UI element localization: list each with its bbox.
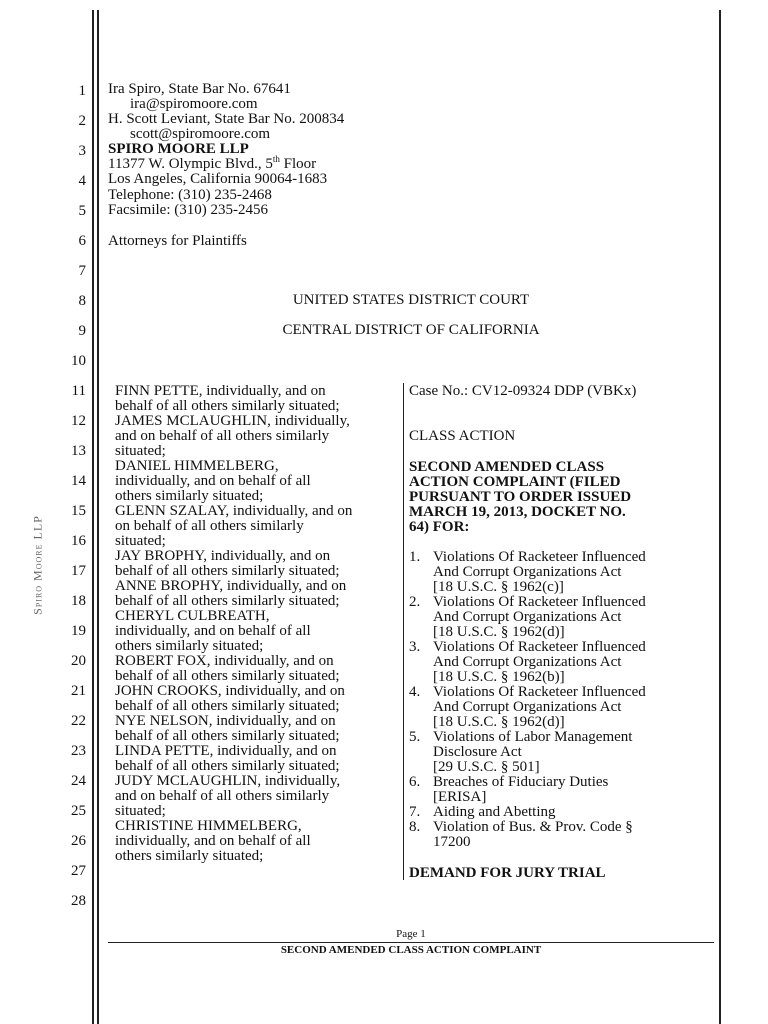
line-number: 17 bbox=[71, 563, 86, 579]
plaintiff-line: LINDA PETTE, individually, and on bbox=[115, 743, 337, 759]
claim-text-line: And Corrupt Organizations Act bbox=[433, 564, 622, 580]
line-number: 8 bbox=[78, 293, 86, 309]
claim-text-line: Violations Of Racketeer Influenced bbox=[433, 639, 646, 655]
plaintiff-line: behalf of all others similarly situated; bbox=[115, 668, 340, 684]
plaintiff-line: situated; bbox=[115, 803, 166, 819]
claim-text-line: Violations Of Racketeer Influenced bbox=[433, 594, 646, 610]
court-name: UNITED STATES DISTRICT COURT bbox=[292, 292, 530, 308]
plaintiff-line: ANNE BROPHY, individually, and on bbox=[115, 578, 347, 594]
claim-number: 1. bbox=[409, 549, 421, 565]
claim-number: 2. bbox=[409, 594, 421, 610]
plaintiff-line: JAY BROPHY, individually, and on bbox=[115, 548, 331, 564]
page-number: Page 1 bbox=[396, 928, 426, 940]
plaintiff-line: behalf of all others similarly situated; bbox=[115, 758, 340, 774]
case-number: Case No.: CV12-09324 DDP (VBKx) bbox=[409, 383, 637, 399]
line-number: 11 bbox=[71, 383, 86, 399]
claim-number: 6. bbox=[409, 774, 421, 790]
attorney-1-email: ira@spiromoore.com bbox=[130, 96, 258, 112]
line-number: 19 bbox=[71, 623, 86, 639]
line-number: 20 bbox=[71, 653, 86, 669]
plaintiff-line: CHERYL CULBREATH, bbox=[115, 608, 270, 624]
plaintiff-line: individually, and on behalf of all bbox=[115, 473, 311, 489]
claim-item bbox=[409, 775, 709, 805]
claim-text-line: Violations Of Racketeer Influenced bbox=[433, 549, 646, 565]
line-number: 21 bbox=[71, 683, 86, 699]
plaintiff-line: others similarly situated; bbox=[115, 848, 264, 864]
firm-facsimile: Facsimile: (310) 235-2456 bbox=[108, 202, 268, 218]
footer-divider bbox=[108, 942, 714, 943]
firm-address-1 bbox=[108, 154, 317, 172]
plaintiff-line: ROBERT FOX, individually, and on bbox=[115, 653, 334, 669]
plaintiff-line: GLENN SZALAY, individually, and on bbox=[115, 503, 353, 519]
claim-item bbox=[409, 805, 709, 820]
attorney-2-email: scott@spiromoore.com bbox=[130, 126, 271, 142]
claim-text-line: And Corrupt Organizations Act bbox=[433, 699, 622, 715]
plaintiff-line: situated; bbox=[115, 443, 166, 459]
line-number: 12 bbox=[71, 413, 86, 429]
line-number: 27 bbox=[71, 863, 86, 879]
complaint-title-line: MARCH 19, 2013, DOCKET NO. bbox=[409, 504, 626, 520]
claim-number: 7. bbox=[409, 804, 421, 820]
line-number: 14 bbox=[71, 473, 86, 489]
line-number: 15 bbox=[71, 503, 86, 519]
plaintiff-line: and on behalf of all others similarly bbox=[115, 788, 330, 804]
claim-number: 8. bbox=[409, 819, 421, 835]
caption-divider bbox=[403, 383, 404, 880]
plaintiff-line: CHRISTINE HIMMELBERG, bbox=[115, 818, 302, 834]
claim-text-line: And Corrupt Organizations Act bbox=[433, 609, 622, 625]
line-number: 22 bbox=[71, 713, 86, 729]
line-number: 23 bbox=[71, 743, 86, 759]
claim-text-line: Violation of Bus. & Prov. Code § bbox=[433, 819, 633, 835]
firm-side-label: Spiro Moore LLP bbox=[30, 515, 45, 615]
plaintiff-line: behalf of all others similarly situated; bbox=[115, 698, 340, 714]
footer-title: SECOND AMENDED CLASS ACTION COMPLAINT bbox=[280, 944, 542, 956]
plaintiff-line: JUDY MCLAUGHLIN, individually, bbox=[115, 773, 341, 789]
plaintiff-line: NYE NELSON, individually, and on bbox=[115, 713, 336, 729]
line-number: 1 bbox=[78, 83, 86, 99]
claim-item bbox=[409, 595, 709, 640]
line-number: 7 bbox=[78, 263, 86, 279]
firm-address-2: Los Angeles, California 90064-1683 bbox=[108, 171, 328, 187]
claim-text-line: And Corrupt Organizations Act bbox=[433, 654, 622, 670]
bottom-rule-right bbox=[719, 1006, 721, 1024]
plaintiff-line: FINN PETTE, individually, and on bbox=[115, 383, 326, 399]
complaint-title-line: SECOND AMENDED CLASS bbox=[409, 459, 605, 475]
line-number: 18 bbox=[71, 593, 86, 609]
line-number: 4 bbox=[78, 173, 86, 189]
line-number: 2 bbox=[78, 113, 86, 129]
plaintiff-line: others similarly situated; bbox=[115, 638, 264, 654]
plaintiff-line: behalf of all others similarly situated; bbox=[115, 398, 340, 414]
plaintiff-line: on behalf of all others similarly bbox=[115, 518, 304, 534]
address-ordinal: th bbox=[272, 154, 280, 164]
claim-number: 5. bbox=[409, 729, 421, 745]
jury-demand: DEMAND FOR JURY TRIAL bbox=[409, 865, 606, 881]
firm-name: SPIRO MOORE LLP bbox=[108, 141, 249, 157]
address-floor: Floor bbox=[279, 156, 317, 172]
claim-item bbox=[409, 640, 709, 685]
claim-text-line: Violations of Labor Management bbox=[433, 729, 633, 745]
court-district: CENTRAL DISTRICT OF CALIFORNIA bbox=[282, 322, 540, 338]
claim-text-line: 17200 bbox=[433, 834, 471, 850]
line-number: 5 bbox=[78, 203, 86, 219]
claim-text-line: Breaches of Fiduciary Duties bbox=[433, 774, 609, 790]
line-number: 13 bbox=[71, 443, 86, 459]
claim-item bbox=[409, 820, 709, 850]
plaintiff-line: situated; bbox=[115, 533, 166, 549]
address-street: 11377 W. Olympic Blvd., 5 bbox=[108, 156, 273, 172]
line-number: 16 bbox=[71, 533, 86, 549]
claim-number: 3. bbox=[409, 639, 421, 655]
claim-item bbox=[409, 730, 709, 775]
claim-text-line: [18 U.S.C. § 1962(d)] bbox=[433, 714, 565, 730]
line-number: 26 bbox=[71, 833, 86, 849]
line-number: 28 bbox=[71, 893, 86, 909]
plaintiff-line: behalf of all others similarly situated; bbox=[115, 728, 340, 744]
claim-text-line: Violations Of Racketeer Influenced bbox=[433, 684, 646, 700]
line-number: 25 bbox=[71, 803, 86, 819]
bottom-rule-outer bbox=[92, 1006, 94, 1024]
claim-item bbox=[409, 550, 709, 595]
line-number: 24 bbox=[71, 773, 86, 789]
claim-text-line: [18 U.S.C. § 1962(b)] bbox=[433, 669, 565, 685]
plaintiff-line: individually, and on behalf of all bbox=[115, 623, 311, 639]
attorney-1-name: Ira Spiro, State Bar No. 67641 bbox=[108, 81, 291, 97]
plaintiff-line: JAMES MCLAUGHLIN, individually, bbox=[115, 413, 350, 429]
complaint-title-line: PURSUANT TO ORDER ISSUED bbox=[409, 489, 632, 505]
line-number: 9 bbox=[78, 323, 86, 339]
plaintiff-line: DANIEL HIMMELBERG, bbox=[115, 458, 279, 474]
class-action-label: CLASS ACTION bbox=[409, 428, 516, 444]
firm-telephone: Telephone: (310) 235-2468 bbox=[108, 187, 272, 203]
line-number: 3 bbox=[78, 143, 86, 159]
complaint-title-line: 64) FOR: bbox=[409, 519, 470, 535]
attorneys-for: Attorneys for Plaintiffs bbox=[108, 233, 247, 249]
claim-number: 4. bbox=[409, 684, 421, 700]
claim-text-line: Aiding and Abetting bbox=[433, 804, 556, 820]
margin-rule-outer bbox=[92, 10, 94, 1024]
plaintiff-line: behalf of all others similarly situated; bbox=[115, 593, 340, 609]
plaintiff-line: behalf of all others similarly situated; bbox=[115, 563, 340, 579]
margin-rule-inner bbox=[97, 10, 99, 1024]
margin-rule-right bbox=[719, 10, 721, 1024]
claim-text-line: Disclosure Act bbox=[433, 744, 522, 760]
claim-text-line: [ERISA] bbox=[433, 789, 487, 805]
claim-text-line: [18 U.S.C. § 1962(d)] bbox=[433, 624, 565, 640]
claim-item bbox=[409, 685, 709, 730]
plaintiff-line: JOHN CROOKS, individually, and on bbox=[115, 683, 345, 699]
bottom-rule-inner bbox=[97, 1006, 99, 1024]
plaintiff-line: others similarly situated; bbox=[115, 488, 264, 504]
line-number: 6 bbox=[78, 233, 86, 249]
complaint-title-line: ACTION COMPLAINT (FILED bbox=[409, 474, 621, 490]
plaintiff-line: and on behalf of all others similarly bbox=[115, 428, 330, 444]
line-number: 10 bbox=[71, 353, 86, 369]
claim-text-line: [29 U.S.C. § 501] bbox=[433, 759, 540, 775]
claim-text-line: [18 U.S.C. § 1962(c)] bbox=[433, 579, 564, 595]
plaintiff-line: individually, and on behalf of all bbox=[115, 833, 311, 849]
attorney-2-name: H. Scott Leviant, State Bar No. 200834 bbox=[108, 111, 345, 127]
